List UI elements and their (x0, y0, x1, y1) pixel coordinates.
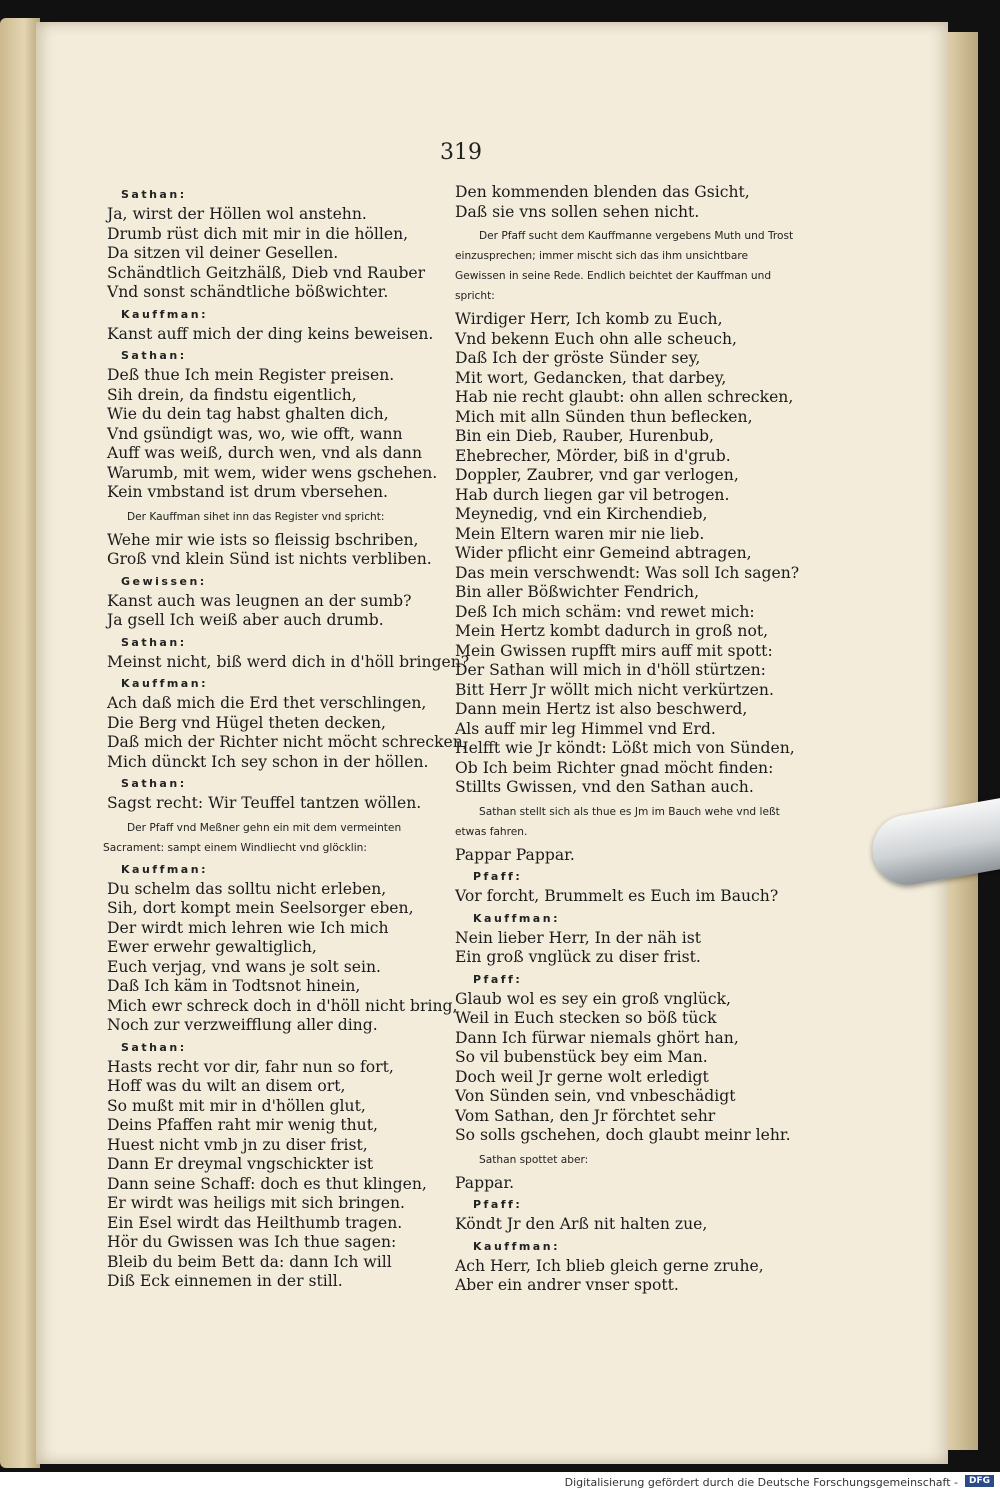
speaker-name: Kauffman: (473, 1239, 560, 1253)
verse-line: Ein Esel wirdt das Heilthumb tragen. (107, 1213, 403, 1232)
verse-line: Diß Eck einnemen in der still. (107, 1272, 343, 1290)
verse-line: Sih drein, da findstu eigentlich, (107, 385, 357, 404)
verse-line: Vor forcht, Brummelt es Euch im Bauch? (455, 887, 779, 905)
verse-line: Köndt Jr den Arß nit halten zue, (455, 1215, 708, 1233)
verse-line: Wider pflicht einr Gemeind abtragen, (455, 544, 752, 562)
speaker-name: Kauffman: (121, 307, 208, 321)
verse-line: Wirdiger Herr, Ich komb zu Euch, (455, 310, 723, 328)
page-number: 319 (440, 140, 482, 165)
verse-line: Du schelm das solltu nicht erleben, (107, 879, 387, 898)
verse-line: Hoff was du wilt an disem ort, (107, 1077, 346, 1095)
verse-line: Bin ein Dieb, Rauber, Hurenbub, (455, 427, 714, 445)
speaker-name: Kauffman: (121, 862, 208, 876)
verse-line: Da sitzen vil deiner Gesellen. (107, 244, 339, 262)
left-text-column (103, 183, 470, 1292)
verse-line: Meinst nicht, biß werd dich in d'höll bringen? (107, 652, 470, 671)
verse-line: Meynedig, vnd ein Kirchendieb, (455, 505, 708, 523)
verse-line: Mit wort, Gedancken, that darbey, (455, 368, 727, 387)
verse-line: Sagst recht: Wir Teuffel tantzen wöllen. (107, 794, 422, 812)
speaker-name: Pfaff: (473, 870, 523, 883)
speaker-name: Kauffman: (121, 677, 208, 690)
speaker-name: Sathan: (121, 1040, 187, 1054)
verse-line: Euch verjag, vnd wans je solt sein. (107, 957, 381, 976)
verse-line: So vil bubenstück bey eim Man. (455, 1048, 708, 1066)
verse-line: Huest nicht vmb jn zu diser frist, (107, 1135, 368, 1154)
verse-line: Vnd sonst schändtliche bößwichter. (107, 283, 389, 301)
verse-line: Hab durch liegen gar vil betrogen. (455, 485, 730, 504)
dfg-logo: DFG (965, 1475, 994, 1487)
verse-line: Hasts recht vor dir, fahr nun so fort, (107, 1057, 394, 1076)
verse-line: Der Sathan will mich in d'höll stürtzen: (455, 661, 766, 679)
stage-direction: Sathan stellt sich als thue es Jm im Bauch wehe vnd leßt etwas fahren. (455, 805, 780, 838)
verse-line: Die Berg vnd Hügel theten decken, (107, 713, 386, 732)
verse-line: Doppler, Zaubrer, vnd gar verlogen, (455, 466, 739, 484)
verse-line: Als auff mir leg Himmel vnd Erd. (455, 719, 716, 738)
verse-line: Dann seine Schaff: doch es thut klingen, (107, 1174, 427, 1193)
verse-line: Kanst auff mich der ding keins beweisen. (107, 324, 434, 343)
verse-line: Dann Er dreymal vngschickter ist (107, 1155, 374, 1173)
stage-direction: Der Pfaff vnd Meßner gehn ein mit dem vermeinten Sacrament: sampt einem Windliecht vnd glöcklin: (103, 821, 402, 854)
verse-line: Weil in Euch stecken so böß tück (455, 1009, 717, 1027)
verse-line: Sih, dort kompt mein Seelsorger eben, (107, 899, 414, 917)
verse-line: Auff was weiß, durch wen, vnd als dann (107, 444, 422, 462)
verse-line: Vnd gsündigt was, wo, wie offt, wann (107, 424, 403, 443)
verse-line: Ach Herr, Ich blieb gleich gerne zruhe, (455, 1256, 764, 1275)
verse-line: Hab nie recht glaubt: ohn allen schrecken, (455, 388, 794, 406)
verse-line: Ehebrecher, Mörder, biß in d'grub. (455, 446, 731, 465)
stage-direction: Der Kauffman sihet inn das Register vnd spricht: (127, 510, 385, 523)
verse-line: Drumb rüst dich mit mir in die höllen, (107, 224, 409, 243)
verse-line: Pappar Pappar. (455, 845, 575, 864)
verse-line: Dann Ich fürwar niemals ghört han, (455, 1028, 739, 1047)
verse-line: Stillts Gwissen, vnd den Sathan auch. (455, 778, 754, 796)
verse-line: So mußt mit mir in d'höllen glut, (107, 1096, 366, 1115)
verse-line: Doch weil Jr gerne wolt erledigt (455, 1067, 709, 1086)
verse-line: Vom Sathan, den Jr förchtet sehr (455, 1106, 716, 1125)
verse-line: Dann mein Hertz ist also beschwerd, (455, 700, 748, 718)
footer-credit: Digitalisierung gefördert durch die Deutsche Forschungsgemeinschaft - (564, 1476, 958, 1489)
right-text-column (455, 183, 800, 1296)
verse-line: Den kommenden blenden das Gsicht, (455, 183, 750, 201)
verse-line: Wie du dein tag habst ghalten dich, (107, 405, 389, 423)
verse-line: Nein lieber Herr, In der näh ist (455, 928, 701, 947)
stage-direction: Der Pfaff sucht dem Kauffmanne vergebens Muth und Trost einzusprechen; immer mischt sich das ihm unsichtbare Gewissen in seine Rede. Endlich beichtet der Kauffman und spricht: (455, 230, 794, 302)
verse-line: Daß mich der Richter nicht möcht schrecken, (107, 733, 468, 751)
verse-line: Mein Hertz kombt dadurch in groß not, (455, 622, 769, 640)
verse-line: Ja gsell Ich weiß aber auch drumb. (107, 611, 384, 629)
speaker-name: Sathan: (121, 349, 187, 362)
verse-line: Hör du Gwissen was Ich thue sagen: (107, 1233, 397, 1251)
verse-line: Mein Gwissen rupfft mirs auff mit spott: (455, 641, 773, 660)
verse-line: Ach daß mich die Erd thet verschlingen, (107, 694, 427, 712)
digitization-footer (0, 1472, 1000, 1493)
verse-line: Bin aller Bößwichter Fendrich, (455, 583, 700, 601)
speaker-name: Gewissen: (121, 574, 207, 588)
verse-line: Schändtlich Geitzhälß, Dieb vnd Rauber (107, 263, 426, 282)
verse-line: Bitt Herr Jr wöllt mich nicht verkürtzen. (455, 680, 774, 699)
verse-line: Bleib du beim Bett da: dann Ich will (107, 1252, 392, 1271)
verse-line: Der wirdt mich lehren wie Ich mich (107, 918, 389, 937)
speaker-name: Kauffman: (473, 911, 560, 925)
verse-line: Kanst auch was leugnen an der sumb? (107, 591, 412, 610)
verse-line: Von Sünden sein, vnd vnbeschädigt (455, 1087, 736, 1105)
verse-line: Kein vmbstand ist drum vbersehen. (107, 483, 388, 501)
verse-line: Vnd bekenn Euch ohn alle scheuch, (455, 329, 738, 348)
verse-line: Mich dünckt Ich sey schon in der höllen. (107, 752, 429, 771)
verse-line: Deß Ich mich schäm: vnd rewet mich: (455, 602, 755, 621)
stage-direction: Sathan spottet aber: (479, 1153, 589, 1166)
verse-line: Wehe mir wie ists so fleissig bschriben, (107, 530, 419, 549)
verse-line: So solls gschehen, doch glaubt meinr lehr. (455, 1126, 791, 1144)
verse-line: Ob Ich beim Richter gnad möcht finden: (455, 758, 774, 777)
verse-line: Glaub wol es sey ein groß vnglück, (455, 989, 732, 1008)
verse-line: Das mein verschwendt: Was soll Ich sagen? (455, 563, 800, 582)
verse-line: Warumb, mit wem, wider wens gschehen. (107, 463, 438, 482)
verse-line: Mein Eltern waren mir nie lieb. (455, 524, 705, 543)
verse-line: Deins Pfaffen raht mir wenig thut, (107, 1116, 378, 1134)
verse-line: Helfft wie Jr köndt: Lößt mich von Sünden, (455, 739, 795, 757)
verse-line: Mich ewr schreck doch in d'höll nicht bring, (107, 996, 458, 1015)
verse-line: Daß Ich käm in Todtsnot hinein, (107, 977, 361, 995)
verse-line: Daß sie vns sollen sehen nicht. (455, 202, 700, 221)
speaker-name: Sathan: (121, 635, 187, 649)
verse-line: Pappar. (455, 1173, 515, 1192)
speaker-name: Pfaff: (473, 1198, 523, 1211)
verse-line: Ein groß vnglück zu diser frist. (455, 948, 701, 966)
facing-page-edge (0, 18, 40, 1468)
verse-line: Er wirdt was heiligs mit sich bringen. (107, 1194, 405, 1212)
verse-line: Ewer erwehr gewaltiglich, (107, 938, 317, 956)
speaker-name: Sathan: (121, 777, 187, 790)
verse-line: Groß vnd klein Sünd ist nichts verbliben. (107, 550, 432, 568)
speaker-name: Sathan: (121, 188, 187, 201)
speaker-name: Pfaff: (473, 972, 523, 986)
verse-line: Noch zur verzweifflung aller ding. (107, 1016, 378, 1034)
verse-line: Ja, wirst der Höllen wol anstehn. (107, 205, 367, 223)
verse-line: Aber ein andrer vnser spott. (455, 1276, 679, 1294)
verse-line: Deß thue Ich mein Register preisen. (107, 366, 395, 384)
verse-line: Mich mit alln Sünden thun beflecken, (455, 407, 753, 426)
verse-line: Daß Ich der gröste Sünder sey, (455, 349, 701, 367)
